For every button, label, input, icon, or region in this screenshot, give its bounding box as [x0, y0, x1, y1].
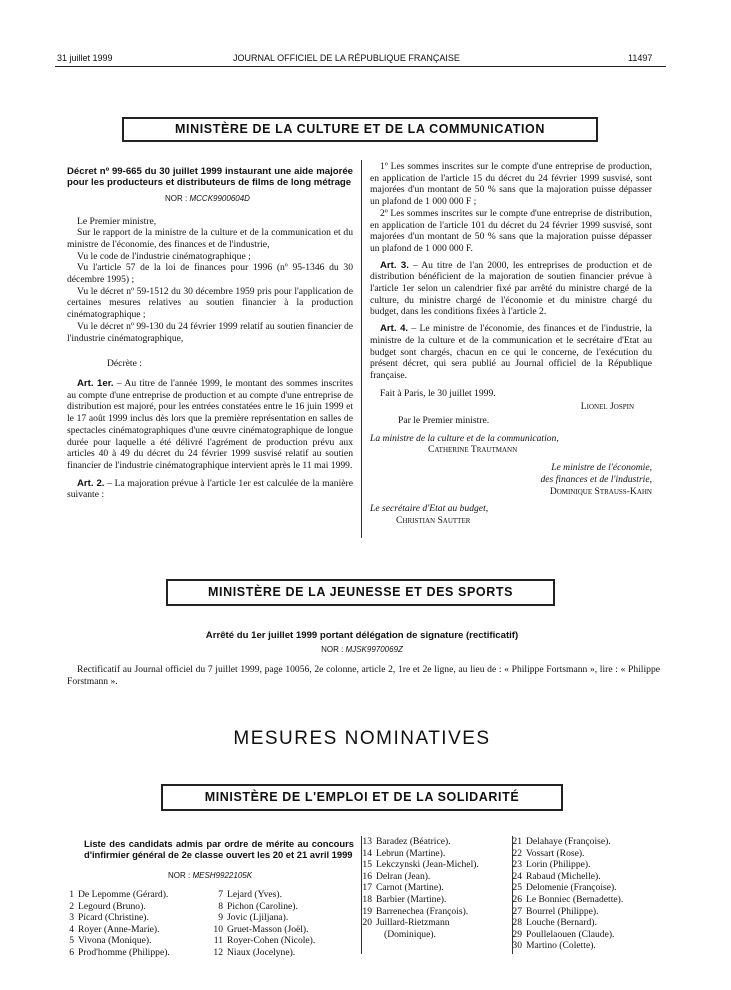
nor-label: NOR : — [165, 193, 188, 203]
decree-title: Décret nº 99-665 du 30 juillet 1999 instaurant une aide majorée pour les producteurs et distributeurs de films de long métrage — [67, 166, 353, 189]
list-item: 14 Lebrun (Martine). — [362, 847, 446, 859]
budget-secretary-name: Christian Sautter — [396, 514, 471, 526]
article-4 — [370, 323, 652, 382]
nor-label: NOR : — [321, 645, 344, 654]
arrete-nor — [60, 645, 664, 655]
signature-premier-ministre: Lionel Jospin — [580, 401, 634, 413]
budget-secretary-title: Le secrétaire d'Etat au budget, — [370, 503, 489, 515]
preamble-para: Vu le décret nº 99-130 du 24 février 1999 relatif au soutien financier de l'industrie cinématographique, — [67, 320, 353, 344]
candidates-list-title: Liste des candidats admis par ordre de mérite au concours d'infirmier général de 2e classe ouvert les 20 et 21 avril 1999 — [84, 838, 354, 860]
list-item: 29 Poullelaouen (Claude). — [512, 928, 615, 940]
ministry-culture-box: MINISTÈRE DE LA CULTURE ET DE LA COMMUNICATION — [122, 117, 598, 142]
list-item: 27 Bourrel (Philippe). — [512, 905, 599, 917]
article-2-text: – La majoration prévue à l'article 1er est calculée de la manière suivante : — [67, 477, 353, 501]
nor-code: MJSK9970069Z — [345, 645, 403, 654]
list-item: 6 Prod'homme (Philippe). — [69, 946, 170, 958]
list-item: 10 Gruet-Masson (Joël). — [213, 923, 309, 935]
list-item: 2 Legourd (Bruno). — [69, 900, 146, 912]
list-item: 25 Delomenie (Françoise). — [512, 882, 617, 894]
candidates-column-1 — [60, 889, 170, 959]
nor-code: MCCK9900604D — [189, 193, 250, 203]
list-item: 1 De Lepomme (Gérard). — [69, 889, 169, 900]
list-item: 24 Rabaud (Michelle). — [512, 870, 601, 882]
list-item: 21 Delahaye (Françoise). — [512, 836, 611, 847]
article-1-label: Art. 1er. — [77, 378, 114, 389]
list-item: 4 Royer (Anne-Marie). — [69, 923, 160, 935]
preamble-para: Vu le code de l'industrie cinématographique ; — [77, 250, 251, 262]
economy-minister-name: Dominique Strauss-Kahn — [549, 485, 652, 497]
candidates-column-3 — [358, 836, 479, 940]
list-item: 23 Lorin (Philippe). — [512, 859, 591, 871]
decree-preamble — [67, 216, 353, 345]
rectificatif-text: Rectificatif au Journal officiel du 7 juillet 1999, page 10056, 2e colonne, article 2, 1re et 2e ligne, au lieu de : « Philippe Fortsmann », lire : « Philippe Forstmann ». — [67, 664, 660, 687]
article-2-label: Art. 2. — [77, 477, 105, 489]
list-item: (Dominique). — [384, 928, 436, 940]
nor-label: NOR : — [168, 871, 191, 880]
fait-a-paris: Fait à Paris, le 30 juillet 1999. — [380, 387, 496, 399]
decree-left-column — [67, 166, 353, 501]
culture-minister-title: La ministre de la culture et de la communication, — [370, 432, 559, 444]
economy-minister-title-2: des finances et de l'industrie, — [540, 473, 652, 485]
article-2 — [67, 478, 353, 501]
article-1-text: – Au titre de l'année 1999, le montant des sommes inscrites au compte d'une entreprise de production et au compte d'une entreprise de distribution est majoré, pour les entrées constatées entre le 16 juin 1999 et le 17 août 1999 inclus dès lors que la première représentation en salles de spectacles cinématographiques d'une œuvre cinématographique de longue durée pour laquelle a été délivré l'agrément de production prévu aux articles 40 à 49 du décret du 24 février 1999 susvisé relatif au soutien financier de l'industrie cinématographique intervient après le 11 mai 1999. — [67, 378, 353, 471]
article-3-label: Art. 3. — [380, 259, 409, 271]
preamble-para: Le Premier ministre, — [77, 215, 157, 227]
header-page-number: 11497 — [628, 53, 653, 63]
list-item: 18 Barbier (Martine). — [362, 893, 447, 905]
article-2-item-2: 2º Les sommes inscrites sur le compte d'une entreprise de distribution, en application de l'article 101 du décret du 24 février 1999 susvisé, sont majorées d'un montant de 50 % sans que la majoration puisse dépasser un plafond de 1 000 000 F. — [370, 207, 652, 254]
preamble-para: Sur le rapport de la ministre de la culture et de la communication et du ministre de l'économie, des finances et de l'industrie, — [67, 227, 353, 250]
list-item: 7 Lejard (Yves). — [218, 889, 282, 900]
list-item: 19 Barrenechea (François). — [362, 905, 469, 917]
list-item: 30 Martino (Colette). — [512, 940, 596, 952]
column-divider — [361, 160, 362, 538]
list-item: 28 Louche (Bernard). — [512, 917, 597, 929]
list-item: 3 Picard (Christine). — [69, 912, 149, 924]
decree-nor — [67, 194, 353, 204]
article-1 — [67, 378, 353, 472]
rectificatif-text-block — [67, 664, 660, 687]
candidates-column-2 — [209, 889, 315, 959]
list-item: 8 Pichon (Caroline). — [218, 900, 298, 912]
list-item: 12 Niaux (Jocelyne). — [213, 946, 296, 958]
nor-code: MESH9922105K — [192, 871, 253, 880]
article-4-label: Art. 4. — [380, 323, 409, 335]
candidates-column-4 — [508, 836, 623, 952]
preamble-para: Vu l'article 57 de la loi de finances pour 1996 (nº 95-1346 du 30 décembre 1995) ; — [67, 262, 353, 286]
article-3-text: – Au titre de l'an 2000, les entreprises de production et de distribution bénéficient de la majoration de soutien financier prévue à l'article 1er selon un calendrier fixé par arrêté du ministre chargé de la culture, du ministre chargé de l'économie et du ministre chargé du budget, dans les conditions fixées à l'article 2. — [370, 259, 652, 318]
culture-minister-name: Catherine Trautmann — [428, 444, 518, 456]
ministry-youth-sports-box: MINISTÈRE DE LA JEUNESSE ET DES SPORTS — [166, 579, 555, 606]
article-4-text: – Le ministre de l'économie, des finances et de l'industrie, la ministre de la culture et de la communication et le secrétaire d'Etat au budget sont chargés, chacun en ce qui le concerne, de l'exécution du présent décret, qui sera publié au Journal officiel de la République française. — [370, 323, 652, 381]
list-item: 13 Baradez (Béatrice). — [362, 836, 451, 847]
list-item: 9 Jovic (Ljiljana). — [218, 912, 289, 924]
list-item: 16 Delran (Jean). — [362, 870, 431, 882]
list-item: 20 Juillard-Rietzmann — [362, 917, 450, 929]
preamble-para: Vu le décret nº 59-1512 du 30 décembre 1959 pris pour l'application de certaines mesures relatives au soutien financier à la production cinématographique ; — [67, 285, 353, 321]
decree-right-column — [370, 161, 652, 527]
header-rule — [55, 66, 666, 67]
candidates-nor — [168, 871, 252, 881]
header-date: 31 juillet 1999 — [57, 53, 113, 63]
list-item: 11 Royer-Cohen (Nicole). — [213, 935, 316, 947]
article-3 — [370, 260, 652, 319]
arrete-title: Arrêté du 1er juillet 1999 portant délégation de signature (rectificatif) — [205, 630, 519, 641]
economy-minister-title-1: Le ministre de l'économie, — [551, 462, 652, 474]
list-item: 5 Vivona (Monique). — [69, 935, 152, 947]
ministry-employment-box: MINISTÈRE DE L'EMPLOI ET DE LA SOLIDARITÉ — [161, 784, 563, 811]
par-le-premier-ministre: Par le Premier ministre. — [398, 415, 490, 427]
decrete-line: Décrète : — [107, 358, 142, 370]
list-item: 15 Lekczynski (Jean-Michel). — [362, 859, 479, 871]
header-journal-title: JOURNAL OFFICIEL DE LA RÉPUBLIQUE FRANÇAISE — [233, 53, 460, 63]
article-2-item-1: 1º Les sommes inscrites sur le compte d'une entreprise de production, en application de l'article 15 du décret du 24 février 1999 susvisé, sont majorées d'un montant de 50 % sans que la majoration puisse dépasser un plafond de 1 000 000 F ; — [370, 161, 652, 208]
list-item: 17 Carnot (Martine). — [362, 882, 444, 894]
list-item: 22 Vossart (Rose). — [512, 847, 585, 859]
mesures-nominatives-heading: MESURES NOMINATIVES — [233, 728, 491, 749]
list-item: 26 Le Bonniec (Bernadette). — [512, 893, 624, 905]
